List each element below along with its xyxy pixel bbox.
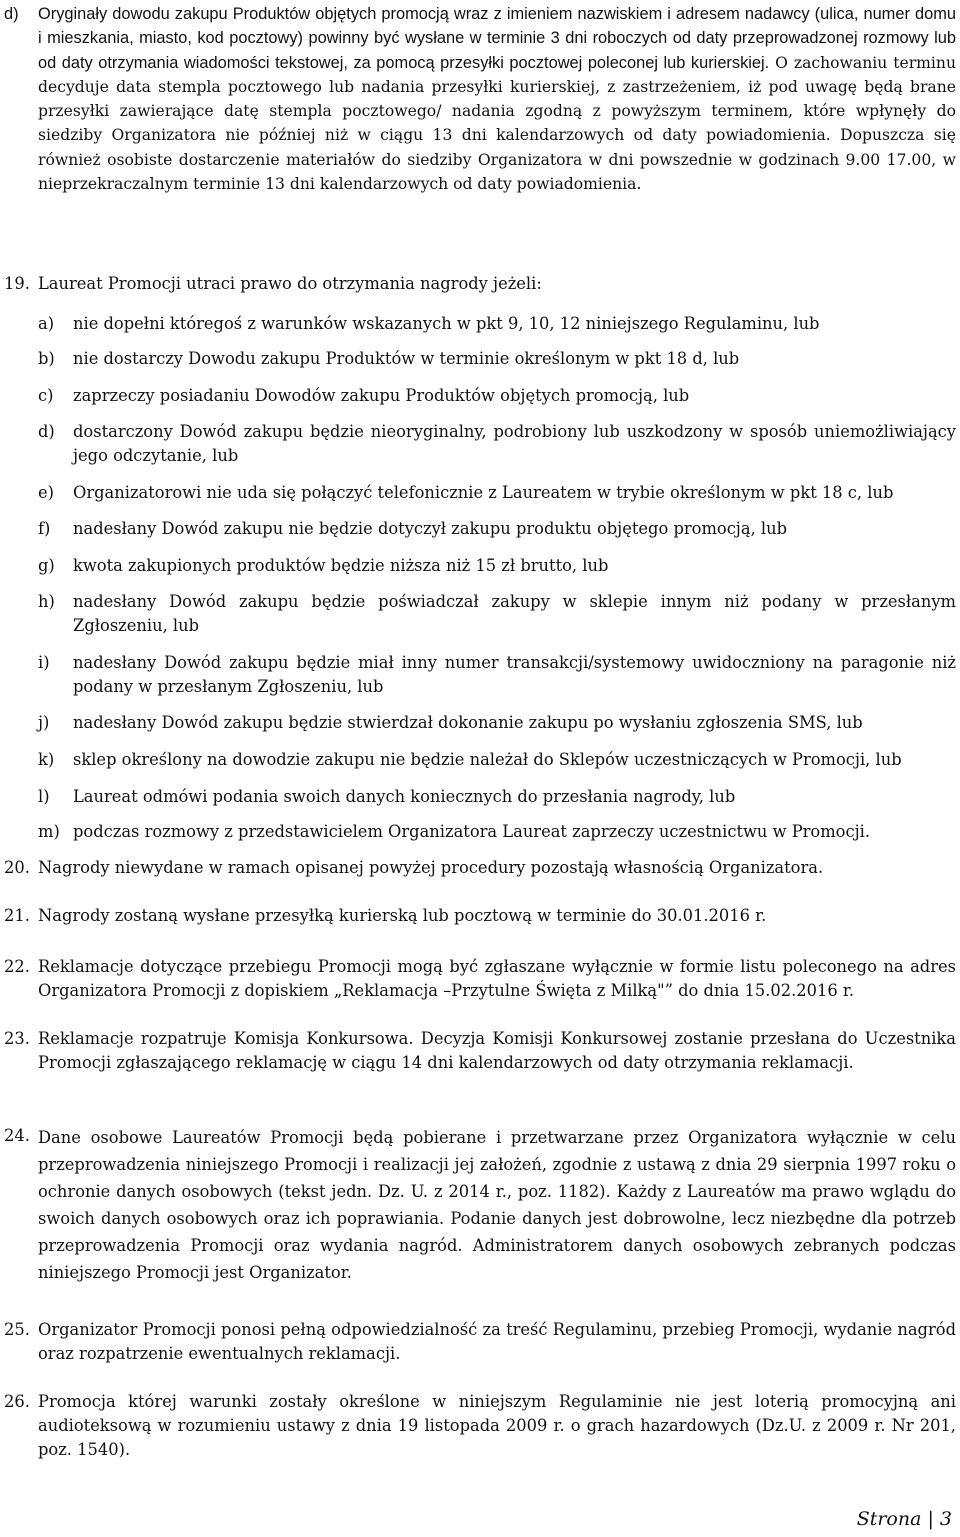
section-number: 23. xyxy=(4,1029,30,1048)
point-label: d) xyxy=(4,5,19,23)
list-item-label: h) xyxy=(38,592,55,611)
list-item-text: nadesłany Dowód zakupu będzie stwierdzał dokonanie zakupu po wysłaniu zgłoszenia SMS, lub xyxy=(73,713,863,732)
list-item-text: Laureat odmówi podania swoich danych koniecznych do przesłania nagrody, lub xyxy=(73,787,736,806)
list-item-label: i) xyxy=(38,653,50,672)
section-text: Nagrody zostaną wysłane przesyłką kurierską lub pocztową w terminie do 30.01.2016 r. xyxy=(38,906,767,925)
list-item-text: nie dostarczy Dowodu zakupu Produktów w terminie określonym w pkt 18 d, lub xyxy=(73,349,740,368)
list-item-text: nadesłany Dowód zakupu nie będzie dotyczył zakupu produktu objętego promocją, lub xyxy=(73,519,788,538)
point-text-part-c: Dopuszcza się również osobiste dostarczenie materiałów do siedziby Organizatora w dni powszednie w godzinach 9.00 17.00, w nieprzekraczalnym terminie 13 dni kalendarzowych od daty powiadomienia. xyxy=(38,126,956,194)
section-text: Organizator Promocji ponosi pełną odpowiedzialność za treść Regulaminu, przebieg Promocji, wydanie nagród oraz rozpatrzenie ewentualnych reklamacji. xyxy=(38,1320,956,1363)
section-text: Laureat Promocji utraci prawo do otrzymania nagrody jeżeli: xyxy=(38,274,542,293)
section-number: 20. xyxy=(4,858,30,877)
list-item-label: f) xyxy=(38,519,51,538)
list-item-text: nadesłany Dowód zakupu będzie poświadczał zakupy w sklepie innym niż podany w przesłanym Zgłoszeniu, lub xyxy=(73,592,956,635)
list-item-text: zaprzeczy posiadaniu Dowodów zakupu Produktów objętych promocją, lub xyxy=(73,386,690,405)
point-text-part-a: Oryginały dowodu zakupu Produktów objętych promocją wraz z imieniem nazwiskiem i adresem nadawcy (ulica, numer domu i mieszkania, miasto, kod pocztowy) powinny być wysłane w terminie 3 dni roboczych od daty przeprowadzonej rozmowy lub od daty otrzymania wiadomości tekstowej, za pomocą przesyłki pocztowej poleconej lub kurierskiej. xyxy=(38,5,956,72)
list-item-text: sklep określony na dowodzie zakupu nie będzie należał do Sklepów uczestniczących w Promocji, lub xyxy=(73,750,902,769)
page-number: Strona | 3 xyxy=(856,1508,952,1530)
list-item-label: l) xyxy=(38,787,50,806)
list-item-text: podczas rozmowy z przedstawicielem Organizatora Laureat zaprzeczy uczestnictwu w Promocji. xyxy=(73,822,871,841)
list-item-text: nadesłany Dowód zakupu będzie miał inny numer transakcji/systemowy uwidoczniony na paragonie niż podany w przesłanym Zgłoszeniu, lub xyxy=(73,653,956,696)
list-item-label: g) xyxy=(38,556,55,575)
section-number: 19. xyxy=(4,274,30,293)
section-text: Promocja której warunki zostały określone w niniejszym Regulaminie nie jest loterią promocyjną ani audioteksową w rozumieniu ustawy z dnia 19 listopada 2009 r. o grach hazardowych (Dz.U. z 2009 r. Nr 201, poz. 1540). xyxy=(38,1392,956,1459)
section-text: Reklamacje dotyczące przebiegu Promocji mogą być zgłaszane wyłącznie w formie listu poleconego na adres Organizatora Promocji z dopiskiem „Reklamacja –Przytulne Święta z Milką"” do dnia 15.02.2016 r. xyxy=(38,957,956,1000)
list-item-label: j) xyxy=(38,713,50,732)
list-item-label: k) xyxy=(38,750,55,769)
section-number: 22. xyxy=(4,957,30,976)
list-item-label: m) xyxy=(38,822,60,841)
list-item-label: e) xyxy=(38,483,54,502)
section-number: 21. xyxy=(4,906,30,925)
list-item-label: b) xyxy=(38,349,55,368)
list-item-label: c) xyxy=(38,386,54,405)
point-text-part-b: O zachowaniu terminu decyduje data stempla pocztowego lub nadania przesyłki kurierskiej, z zastrzeżeniem, iż pod uwagę będą brane przesyłki zawierające datę stempla pocztowego/ nadania zgodną z powyższym terminem, które wpłynęły do siedziby Organizatora nie później niż w ciągu 13 dni kalendarzowych od daty powiadomienia. xyxy=(38,53,957,145)
section-number: 24. xyxy=(4,1126,30,1145)
list-item-text: nie dopełni któregoś z warunków wskazanych w pkt 9, 10, 12 niniejszego Regulaminu, lub xyxy=(73,314,820,333)
point-text xyxy=(38,2,956,196)
list-item-text: Organizatorowi nie uda się połączyć telefonicznie z Laureatem w trybie określonym w pkt 18 c, lub xyxy=(73,483,894,502)
section-number: 25. xyxy=(4,1320,30,1339)
list-item-label: d) xyxy=(38,422,55,441)
list-item-label: a) xyxy=(38,314,55,333)
section-number: 26. xyxy=(4,1392,30,1411)
section-text: Reklamacje rozpatruje Komisja Konkursowa. Decyzja Komisji Konkursowej zostanie przesłana do Uczestnika Promocji zgłaszającego reklamację w ciągu 14 dni kalendarzowych od daty otrzymania reklamacji. xyxy=(38,1029,956,1072)
section-text: Nagrody niewydane w ramach opisanej powyżej procedury pozostają własnością Organizatora. xyxy=(38,858,824,877)
list-item-text: kwota zakupionych produktów będzie niższa niż 15 zł brutto, lub xyxy=(73,556,609,575)
section-text: Dane osobowe Laureatów Promocji będą pobierane i przetwarzane przez Organizatora wyłącznie w celu przeprowadzenia niniejszego Promocji i realizacji jej założeń, zgodnie z ustawą z dnia 29 sierpnia 1997 roku o ochronie danych osobowych (tekst jedn. Dz. U. z 2014 r., poz. 1182). Każdy z Laureatów ma prawo wglądu do swoich danych osobowych oraz ich poprawiania. Podanie danych jest dobrowolne, lecz niezbędne dla potrzeb przeprowadzenia Promocji oraz wydania nagród. Administratorem danych osobowych zebranych podczas niniejszego Promocji jest Organizator. xyxy=(38,1128,956,1282)
list-item-text: dostarczony Dowód zakupu będzie nieoryginalny, podrobiony lub uszkodzony w sposób uniemożliwiający jego odczytanie, lub xyxy=(73,422,956,465)
